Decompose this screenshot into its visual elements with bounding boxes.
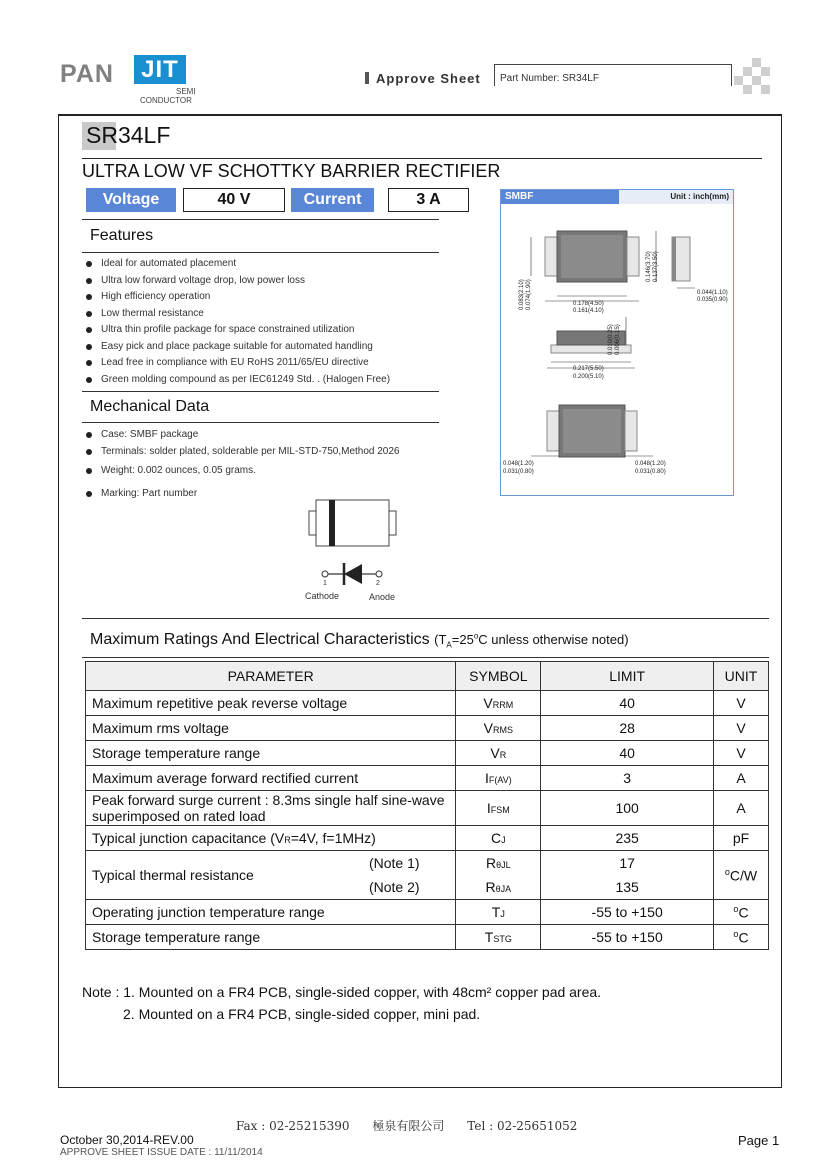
page-number: Page 1 — [738, 1133, 780, 1148]
dim-label: 0.161(4.10) — [573, 308, 604, 314]
dim-label: 0.074(1.90) — [526, 279, 532, 310]
voltage-value: 40 V — [183, 188, 285, 212]
pin1-label: 1 — [323, 580, 327, 587]
list-item: Marking: Part number — [86, 488, 197, 499]
approve-marker — [365, 72, 369, 84]
contact-line: Fax : 02-25215390 極泉有限公司 Tel : 02-25651052 — [236, 1119, 578, 1133]
notes — [82, 981, 601, 1025]
table-row: Peak forward surge current : 8.3ms single half sine-wave superimposed on rated load IFSM 100 A — [86, 791, 769, 826]
table-row: Typical junction capacitance (VR=4V, f=1MHz) CJ 235 pF — [86, 826, 769, 851]
product-name: SR34LF — [86, 122, 171, 148]
divider — [82, 422, 439, 423]
dim-label: 0.083(2.10) — [519, 279, 525, 310]
revision-date: October 30,2014-REV.00 — [60, 1133, 194, 1147]
table-row: Maximum rms voltage VRMS 28 V — [86, 716, 769, 741]
issue-date: APPROVE SHEET ISSUE DATE : 11/11/2014 — [60, 1147, 263, 1158]
header-unit: UNIT — [713, 662, 768, 691]
table-row: Maximum average forward rectified current IF(AV) 3 A — [86, 766, 769, 791]
dim-label: 0.031(0.80) — [503, 469, 534, 475]
dim-label: 0.010(0.25) — [608, 324, 614, 355]
table-row: (Note 2) RθJA 135 — [86, 875, 769, 900]
current-label: Current — [291, 188, 374, 212]
divider — [82, 219, 439, 220]
table-row: Maximum repetitive peak reverse voltage VRRM 40 V — [86, 691, 769, 716]
table-header-row — [86, 662, 769, 691]
dim-label: 0.048(1.20) — [635, 461, 666, 467]
divider — [82, 252, 439, 253]
pin2-label: 2 — [376, 580, 380, 587]
dim-label: 0.137(3.50) — [653, 251, 659, 282]
note-1: Note : 1. Mounted on a FR4 PCB, single-sided copper, with 48cm² copper pad area. — [82, 984, 602, 1000]
table-row: Typical thermal resistance (Note 1) RθJL 17 $^o$C/W — [86, 851, 769, 876]
lead-left — [309, 511, 316, 535]
package-name: SMBF — [501, 190, 619, 204]
table-row: Storage temperature range VR 40 V — [86, 741, 769, 766]
header-limit: LIMIT — [541, 662, 714, 691]
table-row: Operating junction temperature range TJ -55 to +150 $^o$C — [86, 900, 769, 925]
package-unit: Unit : inch(mm) — [670, 192, 729, 201]
table-row: Storage temperature range TSTG -55 to +150 $^o$C — [86, 925, 769, 950]
list-item: Weight: 0.002 ounces, 0.05 grams. — [86, 465, 256, 476]
approve-sheet-label: Approve Sheet — [376, 71, 481, 86]
pin2-terminal — [376, 571, 382, 577]
divider — [82, 391, 439, 392]
note-2: 2. Mounted on a FR4 PCB, single-sided copper, mini pad. — [123, 1006, 481, 1022]
dim-label: 0.200(5.10) — [573, 374, 604, 380]
lead-right — [389, 511, 396, 535]
list-item: Green molding compound as per IEC61249 Std. . (Halogen Free) — [86, 374, 390, 385]
list-item: Ideal for automated placement — [86, 258, 236, 269]
dim-label: 0.035(0.90) — [697, 297, 728, 303]
part-number-box — [494, 64, 732, 86]
ratings-table — [85, 661, 769, 950]
dim-label: 0.178(4.50) — [573, 301, 604, 307]
package-body — [316, 500, 389, 546]
cathode-label: Cathode — [305, 591, 340, 601]
package-outline — [500, 189, 734, 496]
features-title: Features — [90, 227, 154, 244]
checker-decoration — [734, 58, 772, 96]
anode-label: Anode — [369, 592, 396, 602]
list-item: Low thermal resistance — [86, 308, 204, 319]
dim-label: 0.146(3.70) — [646, 251, 652, 282]
list-item: Lead free in compliance with EU RoHS 2011/65/EU directive — [86, 357, 369, 368]
list-item: Case: SMBF package — [86, 429, 198, 440]
header-symbol: SYMBOL — [456, 662, 541, 691]
dim-label: 0.044(1.10) — [697, 290, 728, 296]
list-item: Terminals: solder plated, solderable per MIL-STD-750,Method 2026 — [86, 446, 400, 457]
mechanical-list — [86, 429, 446, 504]
list-item: Ultra thin profile package for space constrained utilization — [86, 324, 354, 335]
part-number-text: Part Number: SR34LF — [500, 73, 599, 84]
header-parameter: PARAMETER — [86, 662, 456, 691]
logo-accent: JIT — [134, 55, 186, 84]
diode-arrow — [344, 564, 362, 584]
pin1-terminal — [322, 571, 328, 577]
dim-label: 0.006(0.15) — [615, 324, 621, 355]
current-value: 3 A — [388, 188, 469, 212]
logo-subtitle: SEMI CONDUCTOR — [140, 87, 196, 105]
divider — [82, 618, 769, 619]
list-item: Ultra low forward voltage drop, low power loss — [86, 275, 305, 286]
mechanical-title: Mechanical Data — [90, 398, 210, 415]
features-list — [86, 258, 446, 393]
list-item: Easy pick and place package suitable for automated handling — [86, 341, 373, 352]
list-item: High efficiency operation — [86, 291, 210, 302]
panjit-logo — [60, 54, 196, 108]
dim-label: 0.217(5.50) — [573, 366, 604, 372]
dim-label: 0.048(1.20) — [503, 461, 534, 467]
logo-text: PAN — [60, 60, 114, 88]
divider — [82, 657, 769, 658]
dim-label: 0.031(0.80) — [635, 469, 666, 475]
voltage-label: Voltage — [86, 188, 176, 212]
ratings-title: Maximum Ratings And Electrical Characteristics ($T_A=25^oC$ unless otherwise noted) — [90, 631, 629, 650]
divider — [82, 158, 762, 159]
product-description: ULTRA LOW VF SCHOTTKY BARRIER RECTIFIER — [82, 161, 501, 181]
cathode-band — [329, 500, 335, 546]
